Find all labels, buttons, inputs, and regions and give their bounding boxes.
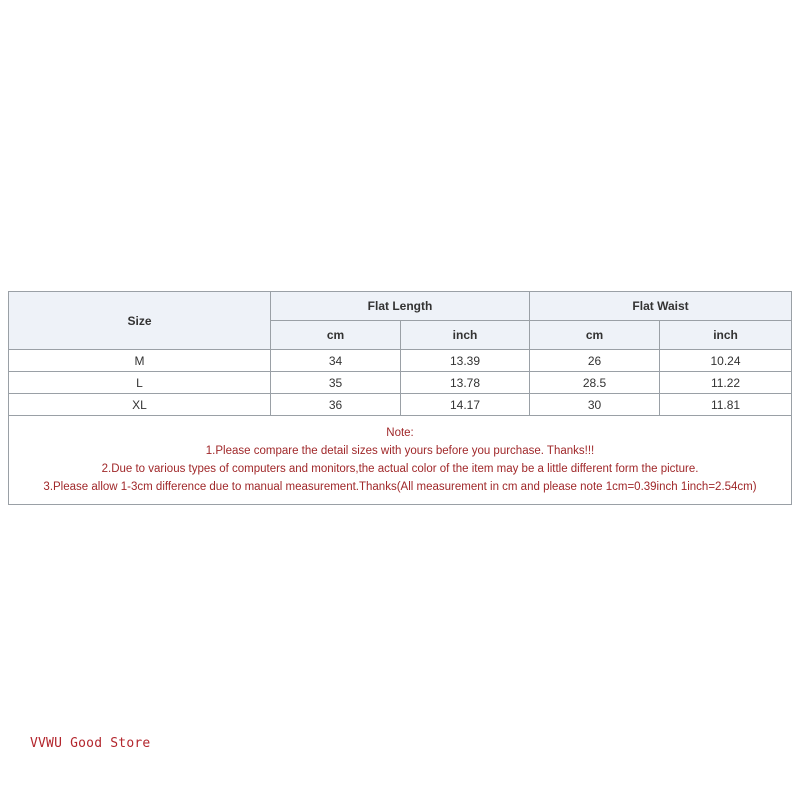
note-title: Note:: [386, 427, 414, 439]
unit-header-length-inch: inch: [401, 321, 530, 350]
size-cell: M: [9, 350, 271, 372]
note-cell: [9, 416, 792, 505]
note-line-2: 2.Due to various types of computers and monitors,the actual color of the item may be a little different form the picture.: [101, 463, 699, 475]
note-line-1: 1.Please compare the detail sizes with yours before you purchase. Thanks!!!: [205, 445, 595, 457]
table-row: [9, 394, 792, 416]
length-inch-cell: 13.78: [401, 372, 530, 394]
waist-cm-cell: 30: [530, 394, 660, 416]
size-cell: L: [9, 372, 271, 394]
note-line-3: 3.Please allow 1-3cm difference due to manual measurement.Thanks(All measurement in cm and please note 1cm=0.39inch 1inch=2.54cm): [43, 481, 757, 493]
waist-cm-cell: 28.5: [530, 372, 660, 394]
header-row-groups: [9, 292, 792, 321]
waist-cm-cell: 26: [530, 350, 660, 372]
store-watermark: VVWU Good Store: [30, 736, 151, 751]
table-row: [9, 372, 792, 394]
length-cm-cell: 35: [271, 372, 401, 394]
waist-inch-cell: 10.24: [660, 350, 792, 372]
unit-header-waist-cm: cm: [530, 321, 660, 350]
unit-header-waist-inch: inch: [660, 321, 792, 350]
size-chart-table: [8, 291, 792, 505]
waist-inch-cell: 11.81: [660, 394, 792, 416]
table-row: [9, 350, 792, 372]
note-row: [9, 416, 792, 505]
flat-length-header: Flat Length: [271, 292, 530, 321]
size-header: Size: [9, 292, 271, 350]
flat-waist-header: Flat Waist: [530, 292, 792, 321]
length-inch-cell: 13.39: [401, 350, 530, 372]
size-cell: XL: [9, 394, 271, 416]
length-inch-cell: 14.17: [401, 394, 530, 416]
unit-header-length-cm: cm: [271, 321, 401, 350]
length-cm-cell: 34: [271, 350, 401, 372]
waist-inch-cell: 11.22: [660, 372, 792, 394]
length-cm-cell: 36: [271, 394, 401, 416]
